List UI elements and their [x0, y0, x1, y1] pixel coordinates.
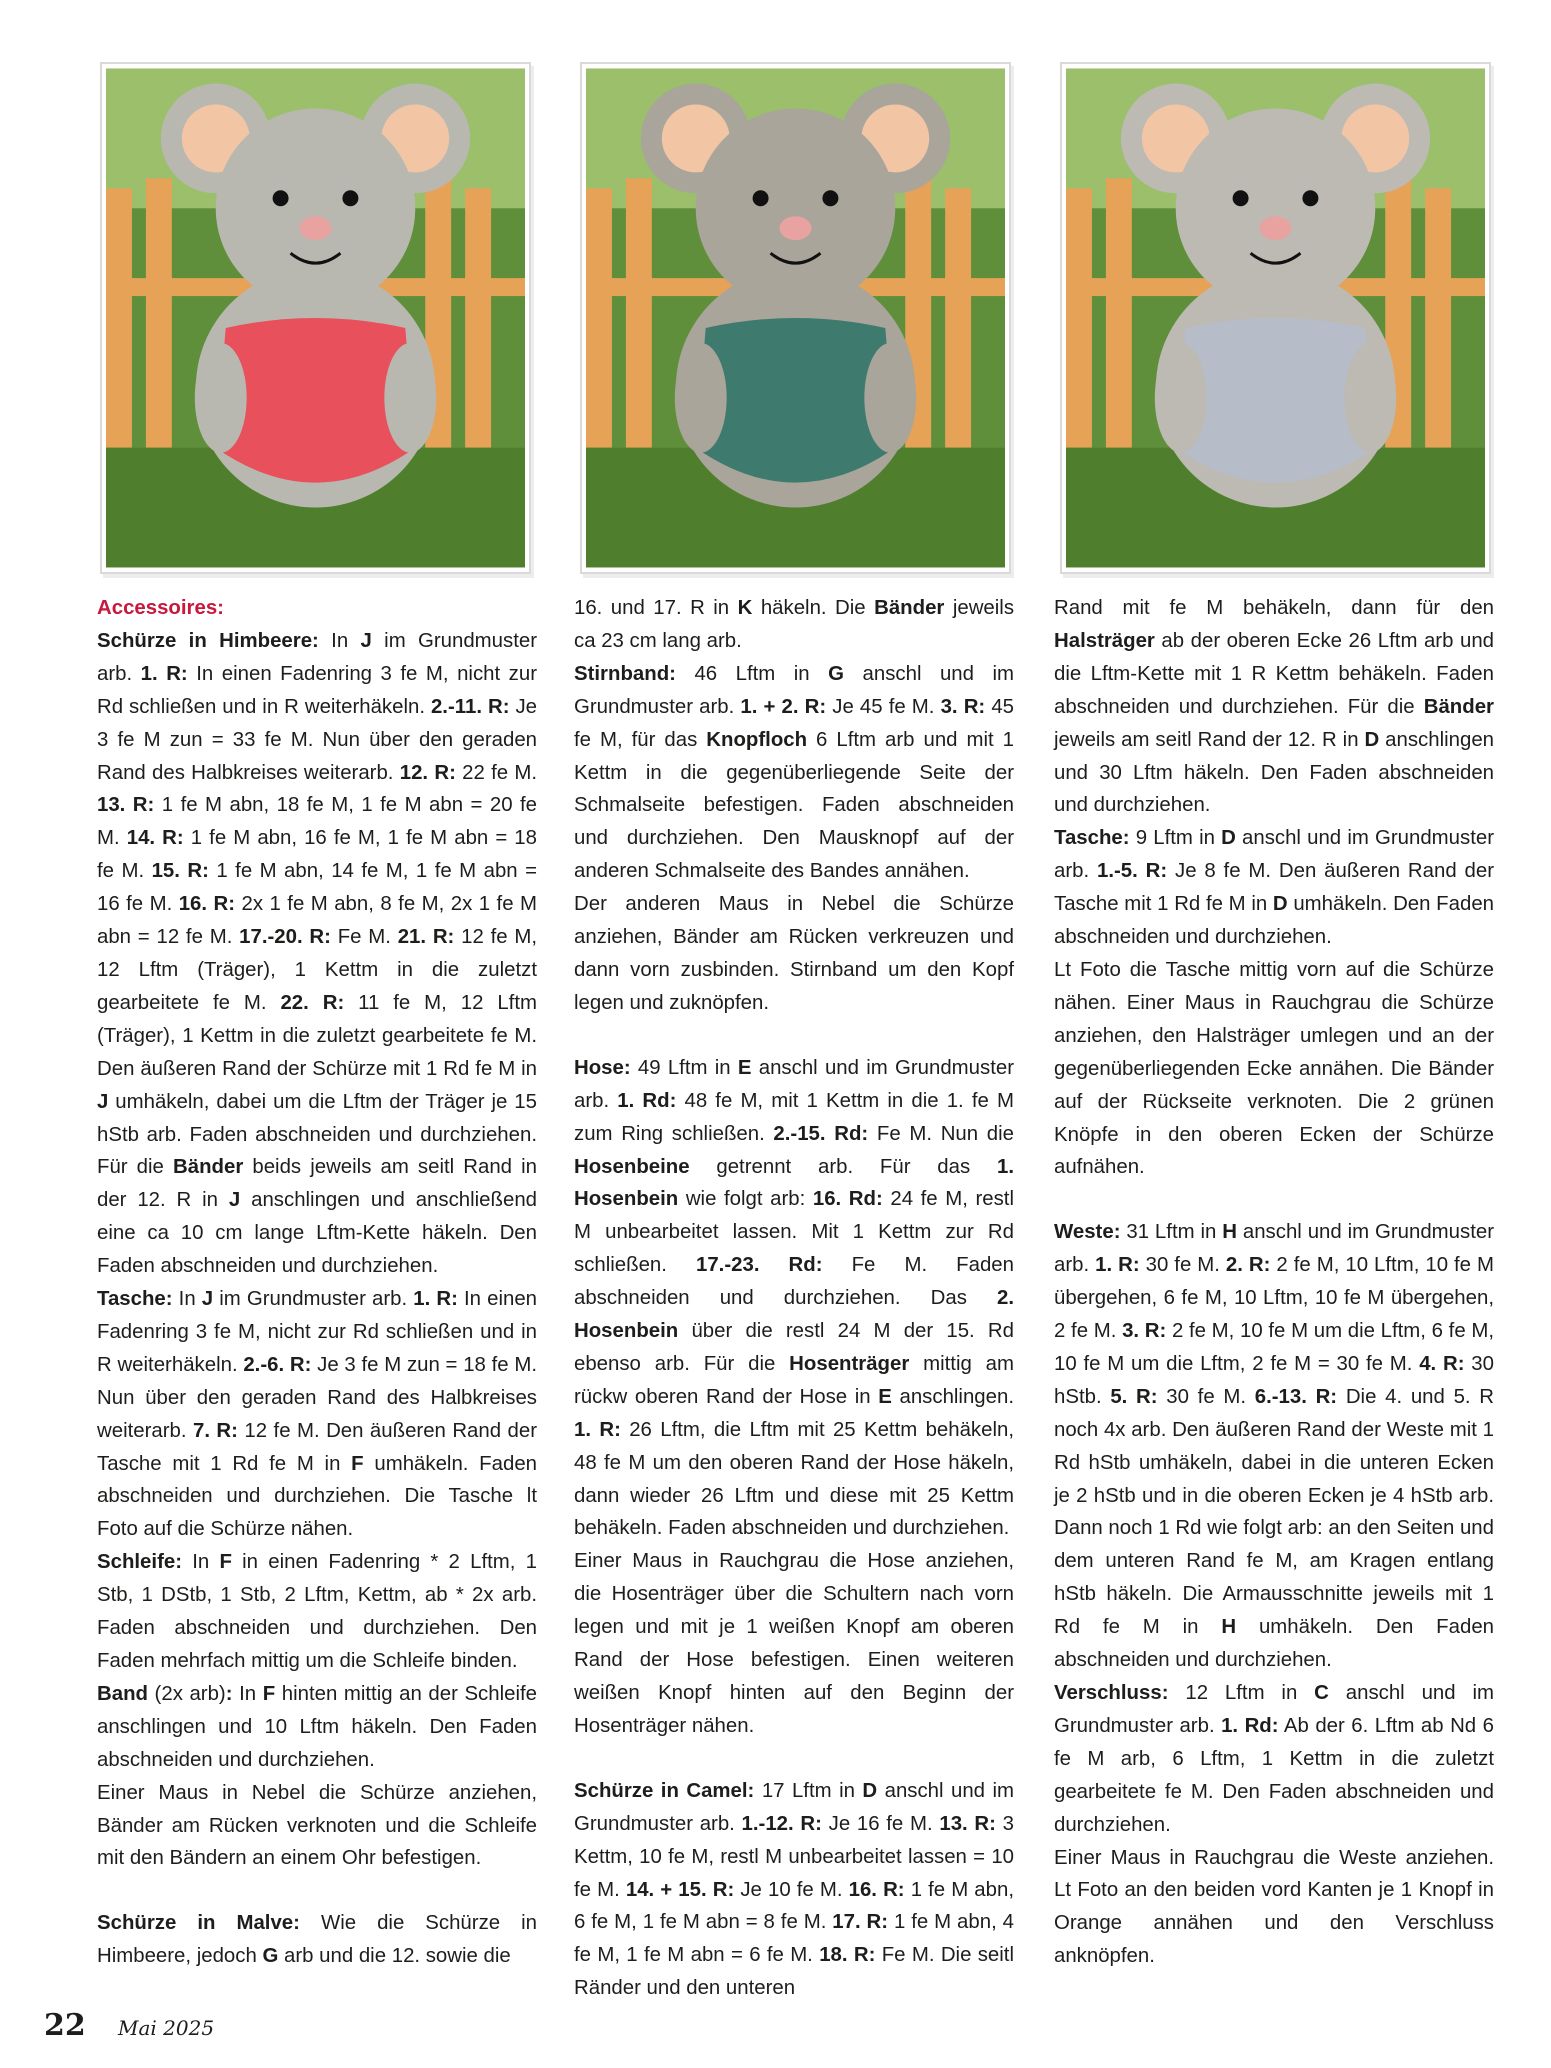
body-text: 48 fe M, mit 1 Kettm in die 1. fe M zum Ring schließen. [574, 1089, 1014, 1145]
body-text: Der anderen Maus in Nebel die Schürze anziehen, Bänder am Rücken verkreuzen und dann vorn zusbinden. Stirnband um den Kopf legen und zuknöpfen. [574, 893, 1014, 1014]
body-text: umhäkeln. Den Faden abschneiden und durchziehen. [1054, 1616, 1494, 1672]
body-text: 49 Lftm in [630, 1056, 738, 1079]
bold-term: F [351, 1452, 364, 1475]
body-text: 46 Lftm in [675, 662, 829, 685]
paragraph [97, 592, 537, 625]
body-text: Je 3 fe M zun = 33 fe M. Nun über den geraden Rand des Halbkreises weiterarb. [97, 695, 537, 784]
bold-term: Hose: [574, 1056, 631, 1079]
bold-term: Band [97, 1682, 148, 1705]
bold-term: 3. R: [940, 695, 986, 718]
body-text: Die 4. und 5. R noch 4x arb. Den äußeren Rand der Weste mit 1 Rd hStb umhäkeln, dabei in die unteren Ecken je 2 hStb und in die oberen Ecken je 4 hStb arb. Dann noch 1 Rd wie folgt arb: an den Seiten und dem unteren Rand fe M, am Kragen entlang hStb häkeln. Die Armausschnitte jeweils mit 1 Rd fe M in [1054, 1385, 1495, 1639]
bold-term: 1. Rd: [617, 1089, 677, 1112]
body-text: über die restl 24 M der 15. Rd ebenso arb. Für die [574, 1320, 1014, 1375]
body-text: 1 fe M abn, 18 fe M, 1 fe M abn = 20 fe M. [97, 794, 537, 850]
page-number: 22 [44, 2008, 86, 2043]
body-text: häkeln. Die [752, 597, 875, 619]
body-text: umhäkeln. Faden abschneiden und durchziehen. Die Tasche lt Foto auf die Schürze nähen. [97, 1452, 537, 1541]
paragraph [97, 1678, 537, 1777]
body-text: in einen Fadenring * 2 Lftm, 1 Stb, 1 DStb, 1 Stb, 2 Lftm, Kettm, ab * 2x arb. Faden abschneiden und durchziehen. Den Faden mehrfach mittig um die Schleife binden. [97, 1551, 537, 1672]
body-text: 30 hStb. [1054, 1352, 1494, 1408]
body-text: 30 fe M. [1139, 1254, 1226, 1277]
body-text: Fe M. Die seitl Ränder und den unteren [574, 1944, 1015, 2000]
bold-term: 1. R: [574, 1418, 621, 1441]
body-text: 2 fe M, 10 Lftm, 10 fe M übergehen, 6 fe M, 10 Lftm, 10 fe M übergehen, 2 fe M. [1054, 1254, 1494, 1343]
bold-term: 2.-11. R: [430, 695, 510, 718]
bold-term: 17. R: [832, 1911, 889, 1934]
body-text: wie folgt arb: [678, 1188, 813, 1211]
body-text: 1 fe M abn, 16 fe M, 1 fe M abn = 18 fe M. [97, 827, 537, 883]
body-text: 9 Lftm in [1129, 827, 1222, 850]
bold-term: Hosenbeine [574, 1155, 690, 1178]
text-column-2 [574, 592, 1014, 2005]
bold-term: Verschluss: [1054, 1682, 1169, 1704]
body-text: anschlingen. [891, 1385, 1014, 1408]
body-text: In [182, 1551, 220, 1574]
bold-term: Bänder [1423, 695, 1494, 718]
bold-term: 22. R: [280, 991, 345, 1014]
bold-term: J [228, 1189, 241, 1212]
bold-term: 3. R: [1122, 1320, 1167, 1343]
bold-term: 1. Hosenbein [574, 1155, 1014, 1211]
body-text: Fe M. [330, 926, 398, 949]
photo-mouse-apron-raspberry [102, 64, 529, 572]
bold-term: 7. R: [192, 1419, 238, 1442]
body-text: anschl und im Grundmuster arb. [574, 1056, 1014, 1112]
body-text: anschlingen und anschließend eine ca 10 cm lange Lftm-Kette häkeln. Den Faden abschneiden und durchziehen. [97, 1189, 538, 1278]
bold-term: 1. Rd: [1221, 1714, 1279, 1737]
bold-term: Schleife: [97, 1551, 182, 1574]
body-text: 45 fe M, für das [574, 695, 1015, 751]
paragraph [1054, 1216, 1494, 1677]
bold-term: 14. R: [126, 827, 184, 850]
paragraph [97, 625, 537, 1283]
bold-term: 6.-13. R: [1254, 1385, 1338, 1408]
bold-term: 2. R: [1225, 1254, 1271, 1277]
bold-term: 18. R: [819, 1944, 876, 1967]
bold-term: 1.-5. R: [1096, 860, 1168, 883]
body-text: anschl und im Grundmuster arb. [1054, 827, 1494, 883]
bold-term: 4. R: [1419, 1352, 1465, 1375]
body-text: 12 fe M. Den äußeren Rand der Tasche mit 1 Rd fe M in [97, 1419, 537, 1475]
issue-date: Mai 2025 [118, 2016, 215, 2040]
bold-term: J [360, 629, 372, 652]
bold-term: F [262, 1682, 276, 1705]
section-heading: Accessoires: [97, 597, 224, 619]
bold-term: Stirnband: [574, 662, 676, 685]
bold-term: E [878, 1385, 892, 1408]
bold-term: 21. R: [397, 926, 455, 949]
bold-term: D [1221, 827, 1236, 850]
body-text: 16. und 17. R in [574, 597, 738, 619]
body-text: mittig am rückw oberen Rand der Hose in [574, 1352, 1015, 1408]
body-text: im Grundmuster arb. [97, 629, 538, 685]
body-text: 12 Lftm in [1168, 1682, 1315, 1704]
bold-term: 16. R: [178, 893, 236, 916]
bold-term: Bänder [874, 597, 945, 619]
bold-term: E [737, 1056, 752, 1079]
bold-term: Bänder [173, 1156, 244, 1179]
bold-term: 2.-15. Rd: [773, 1122, 869, 1145]
body-text: 12 fe M, 12 Lftm (Träger), 1 Kettm in die zuletzt gearbeitete fe M. [97, 926, 538, 1014]
bold-term: Tasche: [97, 1288, 173, 1311]
body-text: In [172, 1288, 202, 1311]
body-text: 22 fe M. [455, 761, 537, 784]
bold-term: 1. R: [1095, 1254, 1140, 1277]
body-text: 3 Kettm, 10 fe M, restl M unbearbeitet lassen = 10 fe M. [574, 1812, 1014, 1901]
bold-term: 1.-12. R: [741, 1812, 822, 1835]
paragraph [574, 1545, 1014, 1742]
bold-term: 1. + 2. R: [740, 695, 827, 718]
body-text: im Grundmuster arb. [213, 1288, 414, 1311]
body-text: jeweils am seitl Rand der 12. R in [1054, 728, 1365, 751]
bold-term: J [97, 1090, 109, 1113]
body-text: Je 3 fe M zun = 18 fe M. Nun über den geraden Rand des Halbkreises weiterarb. [97, 1353, 538, 1442]
bold-term: Schürze in Himbeere: [97, 629, 319, 652]
text-column-1 [97, 592, 537, 1973]
body-text: ab der oberen Ecke 26 Lftm arb und die Lftm-Kette mit 1 R Kettm behäkeln. Faden abschneiden und durchziehen. Für die [1054, 629, 1494, 718]
bold-term: 13. R: [97, 794, 155, 817]
paragraph [1054, 1842, 1494, 1974]
paragraph [1054, 954, 1494, 1184]
bold-term: G [262, 1945, 279, 1968]
bold-term: 15. R: [151, 860, 209, 883]
bold-term: Knopfloch [706, 728, 808, 751]
bold-term: D [1272, 893, 1288, 916]
body-text: In [318, 629, 361, 652]
body-text: Je 45 fe M. [826, 695, 941, 718]
body-text: 1 fe M abn, 14 fe M, 1 fe M abn = 16 fe M. [97, 860, 537, 916]
body-text: 11 fe M, 12 Lftm (Träger), 1 Kettm in die zuletzt gearbeitete fe M. Den äußeren Rand der Schürze mit 1 Rd fe M in [97, 991, 537, 1080]
body-text: 24 fe M, restl M unbearbeitet lassen. Mit 1 Kettm zur Rd schließen. [574, 1188, 1014, 1277]
mouse-illustration [106, 68, 525, 568]
body-text: anschl und im Grundmuster arb. [1054, 1682, 1494, 1737]
bold-term: C [1314, 1682, 1329, 1704]
bold-term: 14. + 15. R: [625, 1878, 735, 1901]
body-text: arb und die 12. sowie die [278, 1945, 511, 1968]
bold-term: F [219, 1551, 232, 1574]
paragraph [574, 888, 1014, 1020]
paragraph [97, 1283, 537, 1546]
paragraph [1054, 1677, 1494, 1842]
bold-term: 1. R: [413, 1288, 458, 1311]
bold-term: 16. R: [848, 1878, 905, 1901]
paragraph [97, 1777, 537, 1876]
body-text: hinten mittig an der Schleife anschlingen und 10 Lftm häkeln. Den Faden abschneiden und durchziehen. [97, 1682, 537, 1771]
bold-term: 12. R: [399, 761, 456, 784]
bold-term: 13. R: [939, 1812, 996, 1835]
body-text: Je 10 fe M. [734, 1878, 849, 1901]
bold-term: Tasche: [1054, 827, 1130, 850]
body-text: anschlingen und 30 Lftm häkeln. Den Faden abschneiden und durchziehen. [1054, 728, 1494, 817]
body-text: jeweils ca 23 cm lang arb. [574, 597, 1015, 652]
bold-term: K [737, 597, 753, 619]
body-text: getrennt arb. Für das [689, 1155, 997, 1178]
bold-term: H [1221, 1616, 1237, 1639]
bold-term: 17.-20. R: [239, 926, 331, 949]
body-text: 2 fe M, 10 fe M um die Lftm, 6 fe M, 10 fe M um die Lftm, 2 fe M = 30 fe M. [1054, 1320, 1495, 1375]
body-text: Einer Maus in Nebel die Schürze anziehen, Bänder am Rücken verknoten und die Schleife mit den Bändern an einem Ohr befestigen. [97, 1781, 537, 1870]
bold-term: Hosenträger [789, 1352, 910, 1375]
bold-term: 2.-6. R: [243, 1353, 312, 1376]
body-text: Einer Maus in Rauchgrau die Weste anziehen. Lt Foto an den beiden vord Kanten je 1 Knopf in Orange annähen und den Verschluss anknöpfen. [1054, 1846, 1494, 1968]
body-text: umhäkeln. Den Faden abschneiden und durchziehen. [1054, 893, 1494, 949]
body-text: Je 8 fe M. Den äußeren Rand der Tasche mit 1 Rd fe M in [1054, 860, 1494, 916]
body-text: 31 Lftm in [1120, 1221, 1223, 1244]
bold-term: Weste: [1054, 1221, 1121, 1244]
bold-term: Schürze in Malve: [97, 1912, 300, 1935]
body-text: 1 fe M abn, 4 fe M, 1 fe M abn = 6 fe M. [574, 1911, 1014, 1967]
paragraph [97, 1907, 537, 1973]
bold-term: J [201, 1288, 214, 1311]
text-column-3 [1054, 592, 1494, 1973]
paragraph [574, 592, 1014, 658]
paragraph [97, 1546, 537, 1678]
body-text: In [232, 1682, 263, 1705]
paragraph [574, 1052, 1014, 1546]
body-text: Lt Foto die Tasche mittig vorn auf die Schürze nähen. Einer Maus in Rauchgrau die Schürze anziehen, den Halsträger umlegen und an der gegenüberliegenden Ecke annähen. Die Bänder auf der Rückseite verknoten. Die 2 grünen Knöpfe in den oberen Ecken der Schürze aufnähen. [1054, 958, 1494, 1179]
bold-term: Schürze in Camel: [574, 1779, 755, 1802]
body-text: beids jeweils am seitl Rand in der 12. R in [97, 1156, 537, 1212]
body-text: Einer Maus in Rauchgrau die Hose anziehen, die Hosenträger über die Schultern nach vorn legen und mit je 1 weißen Knopf am oberen Rand der Hose befestigen. Einen weiteren weißen Knopf hinten auf den Beginn der Hosenträger nähen. [574, 1550, 1014, 1737]
photo-mouse-overalls [582, 64, 1009, 572]
body-text: In einen Fadenring 3 fe M, nicht zur Rd schließen und in R weiterhäkeln. [97, 662, 537, 718]
bold-term: D [862, 1779, 878, 1802]
body-text: Je 16 fe M. [821, 1812, 940, 1835]
paragraph [574, 1775, 1014, 2005]
body-text: Wie die Schürze in Himbeere, jedoch [97, 1912, 537, 1968]
body-text: 26 Lftm, die Lftm mit 25 Kettm behäkeln, 48 fe M um den oberen Rand der Hose häkeln, dann wieder 26 Lftm und diese mit 25 Kettm behäkeln. Faden abschneiden und durchziehen. [574, 1418, 1015, 1540]
bold-term: 17.-23. Rd: [696, 1254, 823, 1277]
body-text: (2x arb) [147, 1682, 226, 1705]
body-text: umhäkeln, dabei um die Lftm der Träger je 15 hStb arb. Faden abschneiden und durchziehen. Für die [97, 1090, 537, 1179]
bold-term: 2. Hosenbein [574, 1287, 1014, 1343]
body-text: 17 Lftm in [754, 1779, 863, 1802]
body-text: anschl und im Grundmuster arb. [574, 1779, 1014, 1835]
bold-term: 5. R: [1110, 1385, 1158, 1408]
paragraph [1054, 592, 1494, 822]
body-text: 6 Lftm arb und mit 1 Kettm in die gegenüberliegende Seite der Schmalseite befestigen. Faden abschneiden und durchziehen. Den Mausknopf auf der anderen Schmalseite des Bandes annähen. [574, 728, 1014, 883]
paragraph [1054, 822, 1494, 954]
body-text: 1 fe M abn, 6 fe M, 1 fe M abn = 8 fe M. [574, 1878, 1014, 1934]
mouse-illustration [1066, 68, 1485, 568]
body-text: Rand mit fe M behäkeln, dann für den [1054, 597, 1494, 619]
body-text: Fe M. Faden abschneiden und durchziehen. Das [574, 1254, 1014, 1310]
body-text: Fe M. Nun die [868, 1122, 1014, 1145]
body-text: anschl und im Grundmuster arb. [1054, 1221, 1494, 1277]
paragraph [574, 658, 1014, 888]
bold-term: 1. R: [140, 662, 188, 685]
bold-term: 16. Rd: [812, 1188, 883, 1211]
bold-term: D [1364, 728, 1380, 751]
body-text: Ab der 6. Lftm ab Nd 6 fe M arb, 6 Lftm, 1 Kettm in die zuletzt gearbeitete fe M. Den Faden abschneiden und durchziehen. [1054, 1714, 1494, 1836]
body-text: In einen Fadenring 3 fe M, nicht zur Rd schließen und in R weiterhäkeln. [97, 1288, 537, 1376]
bold-term: H [1222, 1221, 1237, 1244]
photo-mouse-vest [1062, 64, 1489, 572]
body-text: 2x 1 fe M abn, 8 fe M, 2x 1 fe M abn = 12 fe M. [97, 893, 537, 949]
body-text: anschl und im Grundmuster arb. [574, 662, 1014, 718]
mouse-illustration [586, 68, 1005, 568]
bold-term: G [828, 662, 845, 685]
bold-term: : [225, 1682, 233, 1705]
bold-term: Halsträger [1054, 629, 1155, 652]
body-text: 30 fe M. [1157, 1385, 1255, 1408]
